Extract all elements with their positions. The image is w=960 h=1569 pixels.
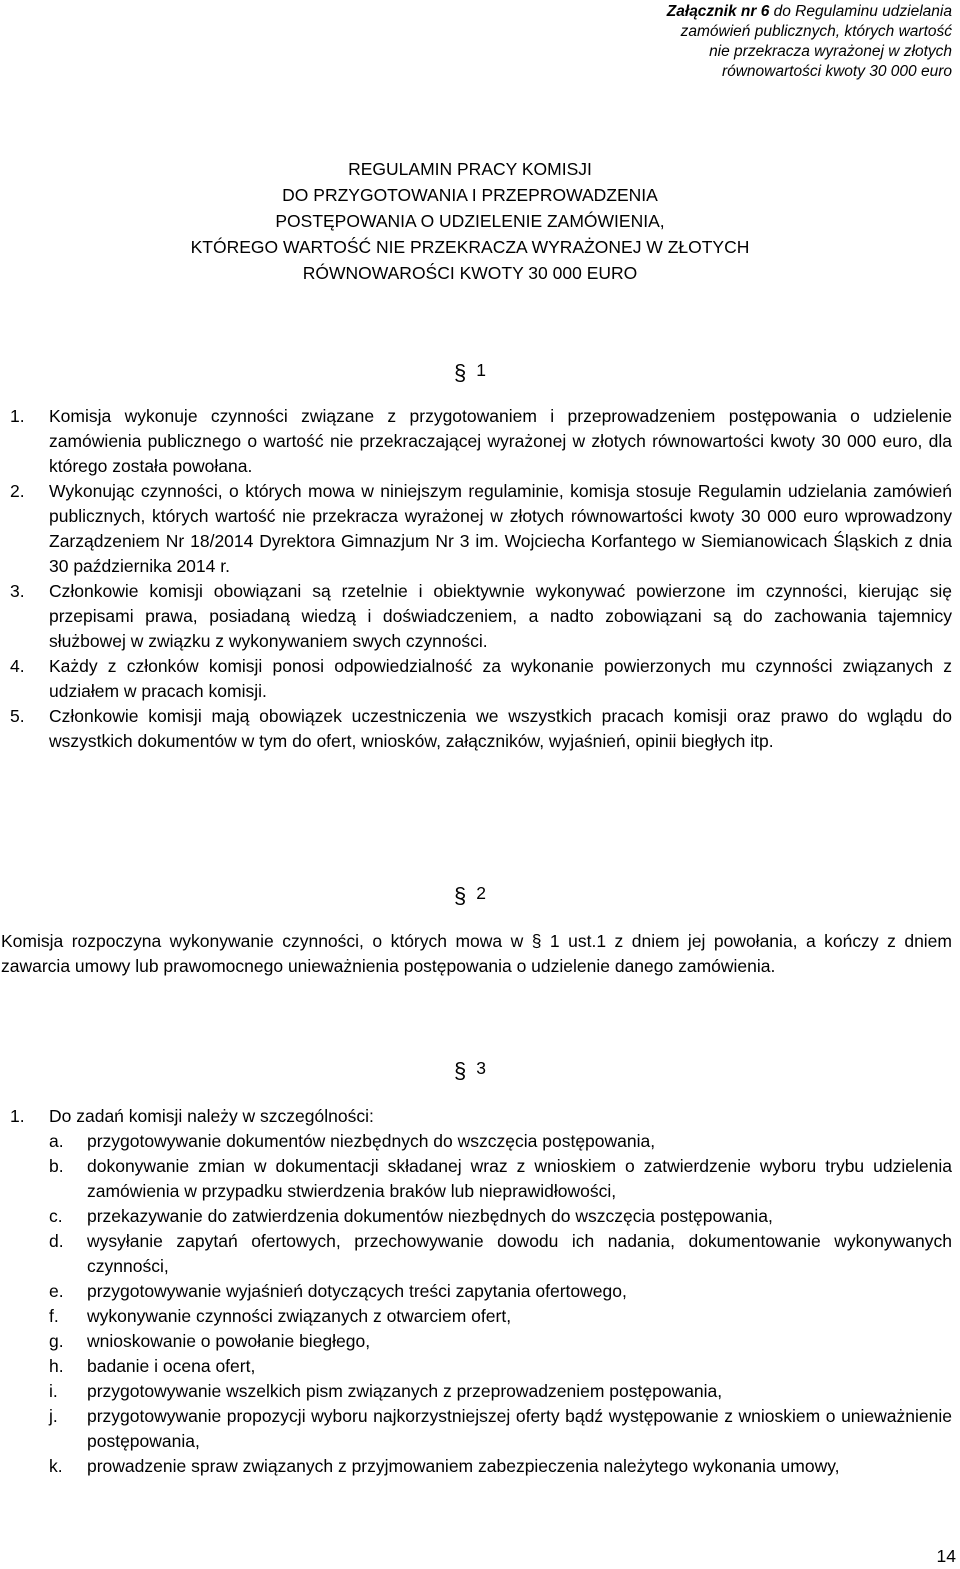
- list-item: [10, 479, 952, 579]
- list-item-number: 5.: [10, 706, 25, 726]
- sublist-item-letter: g.: [49, 1331, 64, 1351]
- list-item: [10, 1104, 952, 1129]
- title-line-5: RÓWNOWAROŚCI KWOTY 30 000 EURO: [302, 263, 638, 283]
- attachment-line-3: nie przekracza wyrażonej w złotych: [709, 43, 952, 60]
- list-item: [10, 704, 952, 754]
- title-line-1: REGULAMIN PRACY KOMISJI: [348, 159, 592, 179]
- sublist-item-letter: d.: [49, 1231, 64, 1251]
- section-3-heading: [0, 1054, 940, 1081]
- attachment-line-1-rest: do Regulaminu udzielania: [769, 3, 952, 20]
- sublist-item-letter: k.: [49, 1456, 63, 1476]
- sublist-item: [49, 1454, 952, 1479]
- sublist-item-text: wnioskowanie o powołanie biegłego,: [87, 1331, 371, 1351]
- sublist-item: [49, 1129, 952, 1154]
- section-number: 2: [476, 883, 486, 903]
- sublist-item: [49, 1204, 952, 1229]
- sublist-item: [49, 1154, 952, 1204]
- title-line-4: KTÓREGO WARTOŚĆ NIE PRZEKRACZA WYRAŻONEJ W ZŁOTYCH: [190, 237, 750, 257]
- section-2-paragraph: Komisja rozpoczyna wykonywanie czynności, o których mowa w § 1 ust.1 z dniem jej powołania, a kończy z dniem zawarcia umowy lub prawomocnego unieważnienia postępowania o udzielenie danego zamówienia.: [1, 931, 952, 976]
- sublist-item: [49, 1229, 952, 1279]
- section-2-heading: [0, 879, 940, 906]
- sublist-item-text: przygotowywanie wyjaśnień dotyczących treści zapytania ofertowego,: [87, 1281, 627, 1301]
- attachment-note: [532, 2, 952, 82]
- sublist-item-text: wysyłanie zapytań ofertowych, przechowywanie dowodu ich nadania, dokumentowanie wykonywanych czynności,: [87, 1231, 952, 1276]
- sublist-item: [49, 1379, 952, 1404]
- sublist-item-letter: b.: [49, 1156, 64, 1176]
- sublist-item-letter: a.: [49, 1131, 64, 1151]
- list-item-number: 1.: [10, 1106, 25, 1126]
- attachment-label: Załącznik nr 6: [666, 3, 770, 20]
- section-symbol: §: [454, 1058, 467, 1083]
- title-line-2: DO PRZYGOTOWANIA I PRZEPROWADZENIA: [282, 185, 658, 205]
- sublist-item-text: przygotowywanie wszelkich pism związanych z przeprowadzeniem postępowania,: [87, 1381, 723, 1401]
- list-item-number: 3.: [10, 581, 25, 601]
- section-1-list: [10, 404, 952, 754]
- sublist-item: [49, 1354, 952, 1379]
- list-item: [10, 579, 952, 654]
- sublist-item-text: przekazywanie do zatwierdzenia dokumentów niezbędnych do wszczęcia postępowania,: [87, 1206, 773, 1226]
- sublist-item: [49, 1279, 952, 1304]
- sublist-item-text: wykonywanie czynności związanych z otwarciem ofert,: [87, 1306, 512, 1326]
- section-1-heading: [0, 356, 940, 383]
- list-item-text: Członkowie komisji mają obowiązek uczestniczenia we wszystkich pracach komisji oraz prawo do wglądu do wszystkich dokumentów w tym do ofert, wniosków, załączników, wyjaśnień, opinii biegłych itp.: [49, 706, 952, 751]
- attachment-line-2: zamówień publicznych, których wartość: [680, 23, 952, 40]
- sublist-item-letter: j.: [49, 1406, 58, 1426]
- attachment-line-4: równowartości kwoty 30 000 euro: [721, 63, 952, 80]
- sublist-item-letter: c.: [49, 1206, 63, 1226]
- sublist-item-text: przygotowywanie propozycji wyboru najkorzystniejszej oferty bądź występowanie z wnioskiem o unieważnienie postępowania,: [87, 1406, 952, 1451]
- section-symbol: §: [454, 360, 467, 385]
- list-item: [10, 654, 952, 704]
- sublist-item-text: prowadzenie spraw związanych z przyjmowaniem zabezpieczenia należytego wykonania umowy,: [87, 1456, 840, 1476]
- list-item-number: 1.: [10, 406, 25, 426]
- list-item-text: Komisja wykonuje czynności związane z przygotowaniem i przeprowadzeniem postępowania o udzielenie zamówienia publicznego o wartość nie przekraczającej wyrażonej w złotych równowartości kwoty 30 000 euro, dla którego została powołana.: [49, 406, 952, 476]
- sublist-item-letter: i.: [49, 1381, 58, 1401]
- section-3-list: [10, 1104, 952, 1129]
- sublist-item-letter: f.: [49, 1306, 59, 1326]
- title-line-3: POSTĘPOWANIA O UDZIELENIE ZAMÓWIENIA,: [275, 211, 665, 231]
- sublist-item-text: dokonywanie zmian w dokumentacji składanej wraz z wnioskiem o zatwierdzenie wyboru trybu udzielenia zamówienia w przypadku stwierdzenia braków lub nieprawidłowości,: [87, 1156, 952, 1201]
- section-number: 3: [476, 1058, 486, 1078]
- sublist-item-letter: h.: [49, 1356, 64, 1376]
- sublist-item: [49, 1404, 952, 1454]
- list-item-text: Do zadań komisji należy w szczególności:: [49, 1106, 374, 1126]
- list-item-number: 4.: [10, 656, 25, 676]
- list-item-text: Wykonując czynności, o których mowa w niniejszym regulaminie, komisja stosuje Regulamin udzielania zamówień publicznych, których wartość nie przekracza wyrażonej w złotych równowartości kwoty 30 000 euro wprowadzony Zarządzeniem Nr 18/2014 Dyrektora Gimnazjum Nr 3 im. Wojciecha Korfantego w Siemianowicach Śląskich z dnia 30 października 2014 r.: [49, 481, 952, 576]
- sublist-item-text: badanie i ocena ofert,: [87, 1356, 256, 1376]
- section-symbol: §: [454, 883, 467, 908]
- list-item: [10, 404, 952, 479]
- section-3-sublist: [49, 1129, 952, 1479]
- sublist-item: [49, 1329, 952, 1354]
- list-item-number: 2.: [10, 481, 25, 501]
- list-item-text: Członkowie komisji obowiązani są rzetelnie i obiektywnie wykonywać powierzone im czynności, kierując się przepisami prawa, posiadaną wiedzą i doświadczeniem, a nadto zobowiązani są do zachowania tajemnicy służbowej w związku z wykonywaniem swych czynności.: [49, 581, 952, 651]
- sublist-item-letter: e.: [49, 1281, 64, 1301]
- page-number: 14: [936, 1546, 956, 1566]
- attachment-line-1: [532, 2, 952, 22]
- sublist-item: [49, 1304, 952, 1329]
- list-item-text: Każdy z członków komisji ponosi odpowiedzialność za wykonanie powierzonych mu czynności związanych z udziałem w pracach komisji.: [49, 656, 952, 701]
- sublist-item-text: przygotowywanie dokumentów niezbędnych do wszczęcia postępowania,: [87, 1131, 656, 1151]
- document-title: [0, 156, 940, 286]
- section-number: 1: [476, 360, 486, 380]
